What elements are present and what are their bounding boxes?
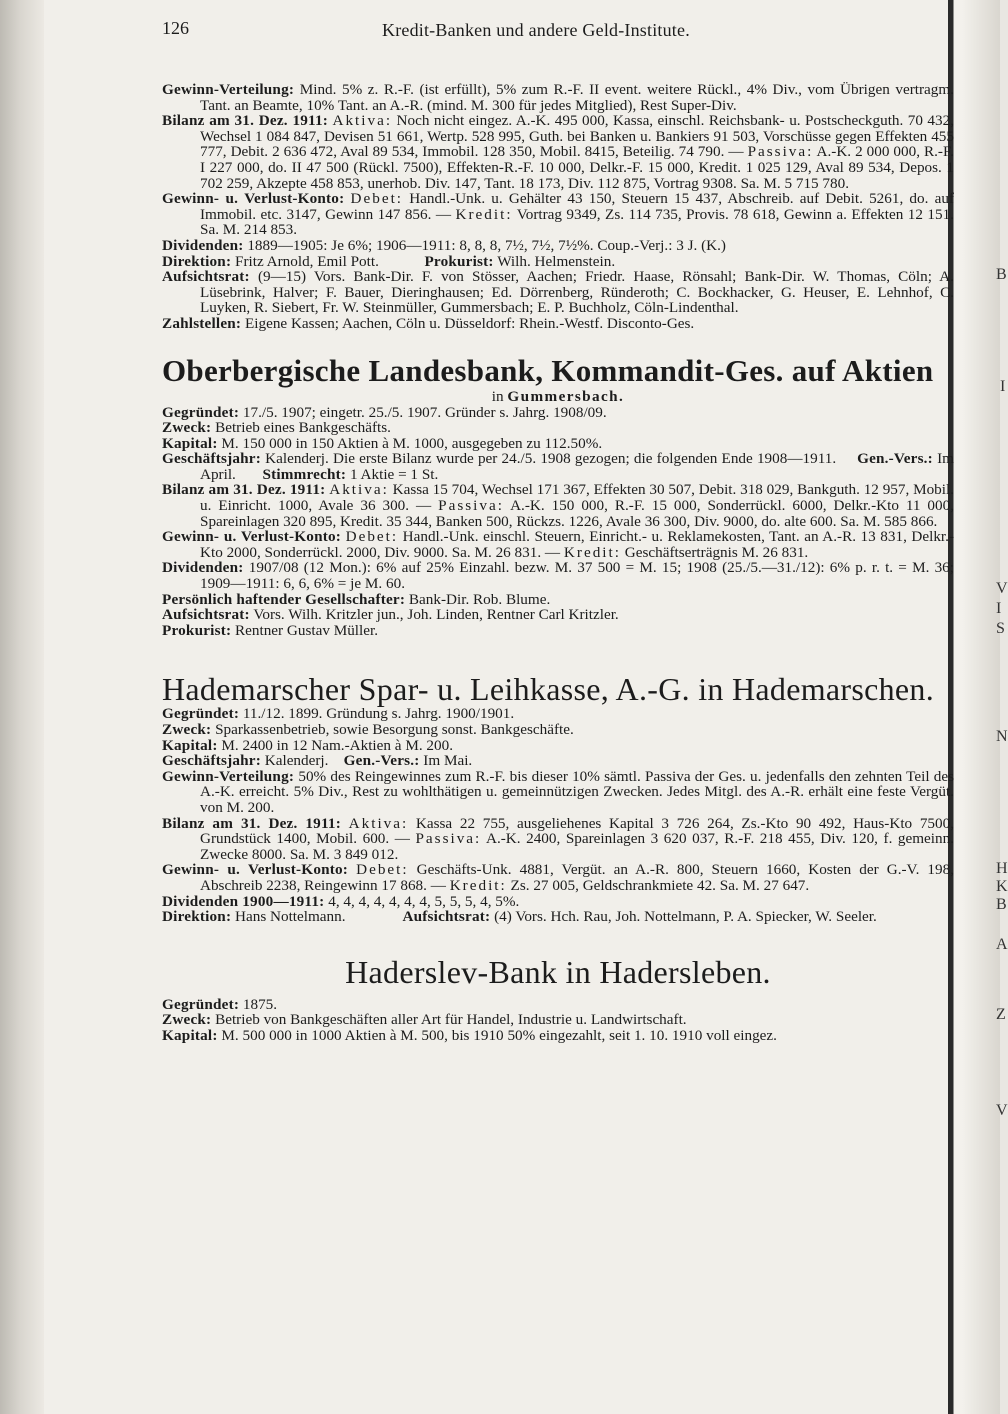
assets-text: Kassa 15 704, Wechsel 171 367, Effekten 30 507, Debit. 318 029, Bankguth. 12 957, Mobil. u. Einricht. 1000, Avale 36 300. — — [200, 481, 955, 515]
management — [162, 254, 954, 270]
field-text: Betrieb von Bankgeschäften aller Art für Handel, Industrie u. Landwirtschaft. — [215, 1011, 687, 1029]
field-text: Sparkassenbetrieb, sowie Besorgung sonst. Bankgeschäfte. — [215, 721, 574, 738]
credit-text: Vortrag 9349, Zs. 114 735, Provis. 78 618, Gewinn a. Effekten 12 151. Sa. M. 214 853. — [200, 205, 954, 239]
edge-letter: V — [996, 580, 1008, 597]
field-label: Stimmrecht: — [262, 465, 347, 483]
field-text: 1907/08 (12 Mon.): 6% auf 25% Einzahl. bezw. M. 37 500 = M. 15; 1908 (25./5.—31./12): 6% p. r. t. = M. 36; 1909—1911: 6, 6, 6% = je M. 60. — [200, 559, 954, 593]
field-text: 50% des Reingewinnes zum R.-F. bis dieser 10% sämtl. Passiva der Ges. u. jedenfalls den zehnten Teil des A.-K. erreicht. 5% Div., Rest zu wohlthätigen u. gemeinnützigen Zwecken. Jedes Mitgl. des A.-R. erhält eine feste Vergüt. von M. 200. — [200, 767, 955, 816]
assets-text: Noch nicht eingez. A.-K. 495 000, Kassa, einschl. Reichsbank- u. Postscheckguth. 70 432, Wechsel 1 084 847, Devisen 51 661, Wertp. 528 995, Guth. bei Banken u. Bankiers 91 503, Vorschüsse gegen Effekten 455 777, Debit. 2 636 472, Aval 89 534, Immobil. 128 350, Mobil. 8415, Beteilig. 74 790. — — [200, 112, 954, 161]
edge-letter: I — [996, 600, 1002, 617]
entry-oberbergische — [162, 354, 954, 639]
field-label: Gen.-Vers.: — [343, 752, 420, 770]
field-text: (4) Vors. Hch. Rau, Joh. Nottelmann, P. A. Spiecker, W. Seeler. — [494, 908, 877, 926]
field-text: 17./5. 1907; eingetr. 25./5. 1907. Gründer s. Jahrg. 1908/09. — [242, 403, 607, 421]
field-label: Bilanz am 31. Dez. 1911: — [162, 112, 329, 130]
field-label: Direktion: — [162, 908, 232, 926]
profit-loss-account — [162, 862, 954, 893]
edge-letter: A — [996, 936, 1008, 953]
field-text: Fritz Arnold, Emil Pott. — [235, 252, 379, 270]
page-binding-shadow — [0, 0, 44, 1414]
field-label: Persönlich haftender Gesellschafter: — [162, 590, 406, 608]
edge-letter: B — [996, 896, 1007, 913]
liabilities-text: A.-K. 2 000 000, R.-F. I 227 000, do. II 47 500 (Rückl. 7500), Effekten-R.-F. 10 000, Delkr.-F. 15 000, Kredit. 1 025 129, Aval 89 534, Depos. 1 702 259, Akzepte 458 853, unerhob. Div. 147, Tant. 18 173, Div. 112 875, Vortrag 9308. Sa. M. 5 715 780. — [200, 143, 955, 192]
field-label: Bilanz am 31. Dez. 1911: — [162, 481, 326, 499]
field-label: Bilanz am 31. Dez. 1911: — [162, 814, 341, 832]
field-label: Gen.-Vers.: — [857, 450, 933, 468]
balance-sheet — [162, 816, 954, 863]
founded — [162, 706, 954, 722]
field-label: Kapital: — [162, 1026, 218, 1044]
assets-label: Aktiva: — [348, 814, 409, 832]
field-text: Kalenderj. Die erste Bilanz wurde per 24./5. 1908 gezogen; die folgenden Ende 1908—1911. — [265, 450, 837, 468]
running-head — [162, 18, 954, 52]
management-board — [162, 909, 954, 925]
field-label: Gegründet: — [162, 403, 240, 421]
edge-letter: I — [1000, 378, 1006, 395]
field-label: Gegründet: — [162, 995, 240, 1013]
field-label: Geschäftsjahr: — [162, 450, 261, 468]
field-label: Gewinn- u. Verlust-Konto: — [162, 861, 349, 879]
edge-letter: B — [996, 266, 1007, 283]
field-text: M. 150 000 in 150 Aktien à M. 1000, ausgegeben zu 112.50%. — [221, 434, 603, 452]
profit-distribution — [162, 769, 954, 816]
entry-title: Haderslev-Bank in Hadersleben. — [345, 953, 771, 990]
capital — [162, 436, 954, 452]
assets-text: Kassa 22 755, ausgeliehenes Kapital 3 726 264, Zs.-Kto 90 492, Haus-Kto 7500, Grundstück 1400, Mobil. 600. — — [200, 814, 954, 848]
field-label: Aufsichtsrat: — [162, 606, 250, 624]
field-label: Prokurist: — [162, 621, 232, 639]
field-text: Bank-Dir. Rob. Blume. — [408, 590, 551, 608]
entry-haderslev — [162, 955, 954, 1044]
capital — [162, 1028, 954, 1044]
field-text: 1875. — [242, 995, 278, 1013]
entry-location — [162, 388, 954, 405]
profit-loss-account — [162, 529, 954, 560]
balance-sheet — [162, 113, 954, 191]
supervisory-board — [162, 607, 954, 623]
purpose — [162, 722, 954, 738]
field-text: Wilh. Helmenstein. — [497, 252, 616, 270]
field-label: Gewinn- u. Verlust-Konto: — [162, 190, 345, 208]
field-label: Zweck: — [162, 721, 212, 738]
dividends — [162, 894, 954, 910]
edge-letter: S — [996, 620, 1005, 637]
purpose — [162, 1012, 954, 1028]
field-text: M. 2400 in 12 Nam.-Aktien à M. 200. — [221, 736, 453, 754]
edge-letter: N — [996, 728, 1008, 745]
field-text: 4, 4, 4, 4, 4, 4, 4, 5, 5, 5, 4, 5%. — [328, 892, 520, 910]
field-text: Rentner Gustav Müller. — [235, 621, 379, 639]
entry-title: Hademarscher Spar- u. Leihkasse, A.-G. in Hademarschen. — [162, 671, 935, 708]
dividends — [162, 560, 954, 591]
credit-text: Geschäftserträgnis M. 26 831. — [624, 543, 809, 561]
location-prefix: in — [491, 387, 504, 405]
field-label: Zahlstellen: — [162, 314, 242, 332]
field-text: Hans Nottelmann. — [235, 908, 346, 926]
page-content — [162, 18, 954, 1044]
paying-agents — [162, 316, 954, 332]
field-text: 1 Aktie = 1 St. — [349, 465, 439, 483]
assets-label: Aktiva: — [329, 481, 389, 499]
debit-text: Geschäfts-Unk. 4881, Vergüt. an A.-R. 800, Steuern 1660, Kosten der G.-V. 198, Abschreib 2238, Reingewinn 17 868. — — [200, 861, 954, 894]
field-text: M. 500 000 in 1000 Aktien à M. 500, bis 1910 50% eingezahlt, seit 1. 10. 1910 voll eingez. — [221, 1026, 777, 1044]
field-text: (9—15) Vors. Bank-Dir. F. von Stösser, Aachen; Friedr. Haase, Rönsahl; Bank-Dir. W. Thomas, Cöln; A. Lüsebrink, Halver; F. Bauer, Dieringhausen; Ed. Dörrenberg, Ründeroth; C. Bockhacker, G. Heuser, E. Lehnhof, C. Luyken, R. Siebert, Fr. W. Steinmüller, Gummersbach; E. P. Buchholz, Cöln-Lindenthal. — [200, 268, 954, 317]
entry-continued — [162, 82, 954, 332]
authorized-officer — [162, 623, 954, 639]
fiscal-year — [162, 451, 954, 482]
debit-label: Debet: — [345, 528, 399, 546]
field-text: Betrieb eines Bankgeschäfts. — [215, 419, 391, 437]
dividends — [162, 238, 954, 254]
liabilities-label: Passiva: — [747, 143, 814, 161]
supervisory-board — [162, 269, 954, 316]
liabilities-label: Passiva: — [415, 830, 482, 848]
balance-sheet — [162, 482, 954, 529]
entry-hademarscher — [162, 672, 954, 924]
edge-letter: V — [996, 1102, 1008, 1119]
field-label: Dividenden 1900—1911: — [162, 892, 325, 910]
field-label: Zweck: — [162, 419, 212, 437]
field-label: Geschäftsjahr: — [162, 752, 261, 770]
founded — [162, 405, 954, 421]
founded — [162, 997, 954, 1013]
field-label: Gegründet: — [162, 705, 240, 723]
field-label: Aufsichtsrat: — [402, 908, 491, 926]
assets-label: Aktiva: — [332, 112, 393, 130]
field-text: Mind. 5% z. R.-F. (ist erfüllt), 5% zum R.-F. II event. weitere Rückl., 4% Div., vom Übrigen vertragm. Tant. an Beamte, 10% Tant. an A.-R. (mind. M. 300 für jedes Mitglied), Rest Super-Div. — [200, 81, 955, 114]
field-text: Vors. Wilh. Kritzler jun., Joh. Linden, Rentner Carl Kritzler. — [253, 606, 619, 624]
location-place: Gummersbach. — [507, 387, 625, 405]
field-label: Kapital: — [162, 736, 218, 754]
field-text: 1889—1905: Je 6%; 1906—1911: 8, 8, 8, 7½, 7½, 7½%. Coup.-Verj.: 3 J. (K.) — [247, 236, 726, 254]
profit-distribution — [162, 82, 954, 113]
field-label: Prokurist: — [424, 252, 494, 270]
field-label: Dividenden: — [162, 559, 244, 577]
liabilities-label: Passiva: — [438, 497, 504, 515]
field-label: Kapital: — [162, 434, 218, 452]
field-label: Gewinn- u. Verlust-Konto: — [162, 528, 342, 546]
purpose — [162, 420, 954, 436]
field-label: Aufsichtsrat: — [162, 268, 250, 286]
field-text: 11./12. 1899. Gründung s. Jahrg. 1900/1901. — [242, 705, 515, 723]
field-text: Eigene Kassen; Aachen, Cöln u. Düsseldorf: Rhein.-Westf. Disconto-Ges. — [244, 314, 695, 332]
field-label: Gewinn-Verteilung: — [162, 81, 295, 98]
credit-text: Zs. 27 005, Geldschrankmiete 42. Sa. M. 27 647. — [510, 876, 810, 894]
liabilities-text: A.-K. 2400, Spareinlagen 3 620 037, R.-F. 218 455, Div. 120, f. gemeinn. Zwecke 8000. Sa. M. 3 849 012. — [200, 830, 955, 863]
debit-text: Handl.-Unk. u. Gehälter 43 150, Steuern 15 437, Abschreib. auf Debit. 5261, do. auf Immobil. etc. 3147, Gewinn 147 856. — — [200, 190, 954, 223]
debit-label: Debet: — [350, 190, 404, 208]
general-partner — [162, 592, 954, 608]
debit-label: Debet: — [356, 861, 409, 879]
field-label: Direktion: — [162, 252, 232, 270]
facing-page-edge — [948, 0, 1008, 1414]
credit-label: Kredit: — [563, 543, 621, 561]
fiscal-year — [162, 753, 954, 769]
page-number: 126 — [162, 18, 189, 38]
field-label: Zweck: — [162, 1011, 212, 1029]
field-label: Dividenden: — [162, 236, 244, 254]
edge-letter: H — [996, 860, 1008, 877]
liabilities-text: A.-K. 150 000, R.-F. 15 000, Sonderrückl. 6000, Delkr.-Kto 11 000, Spareinlagen 320 895, Kredit. 35 344, Banken 500, Rückzs. 1226, Avale 36 300, Div. 9000, do. alte 600. Sa. M. 585 866. — [200, 497, 954, 530]
credit-label: Kredit: — [449, 876, 507, 894]
credit-label: Kredit: — [455, 205, 513, 223]
field-text: Kalenderj. — [264, 752, 329, 770]
edge-letter: Z — [996, 1006, 1006, 1023]
field-text: Im April. — [200, 450, 954, 483]
profit-loss-account — [162, 191, 954, 238]
entry-title: Oberbergische Landesbank, Kommandit-Ges. auf Aktien — [162, 352, 934, 388]
edge-letter: K — [996, 878, 1008, 895]
debit-text: Handl.-Unk. einschl. Steuern, Einricht.- u. Reklamekosten, Tant. an A.-R. 13 831, Delkr.-Kto 2000, Sonderrückl. 2000, Div. 9000. Sa. M. 26 831. — — [200, 528, 954, 561]
running-head-title: Kredit-Banken und andere Geld-Institute. — [382, 20, 690, 40]
capital — [162, 738, 954, 754]
field-text: Im Mai. — [423, 752, 473, 770]
field-label: Gewinn-Verteilung: — [162, 767, 295, 785]
